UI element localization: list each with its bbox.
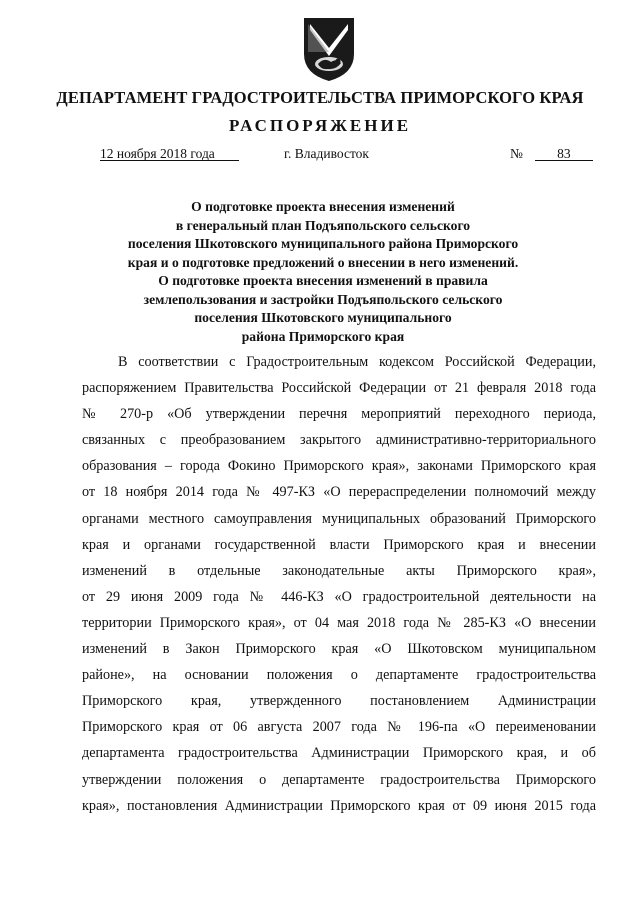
body-line: утверждении положения о департаменте градостроительства Приморского <box>82 771 596 788</box>
body-line: Приморского края, утвержденного постановлением Администрации <box>82 693 596 710</box>
body-line: Приморского края от 06 августа 2007 года № 196-па «О переименовании <box>82 719 596 736</box>
date-value: 12 ноября 2018 года <box>100 147 239 161</box>
body-line: образования – города Фокино Приморского края», законами Приморского края <box>82 458 596 475</box>
department-name: ДЕПАРТАМЕНТ ГРАДОСТРОИТЕЛЬСТВА ПРИМОРСКОГО КРАЯ <box>56 88 584 107</box>
subject-line: поселения Шкотовского муниципального района Приморского <box>127 236 519 251</box>
document-body <box>82 349 596 819</box>
subject-line: района Приморского края <box>241 328 405 344</box>
body-line: распоряжением Правительства Российской Федерации от 21 февраля 2018 года <box>82 380 596 397</box>
body-line: департамента градостроительства Администрации Приморского края, и об <box>82 745 596 762</box>
body-line: изменений в Закон Приморского края «О Шкотовском муниципальном <box>82 641 596 658</box>
subject-line: края и о подготовке предложений о внесении в него изменений. <box>127 254 519 270</box>
body-line: края», постановления Администрации Приморского края от 09 июня 2015 года <box>82 797 596 814</box>
document-date <box>100 146 239 162</box>
document-subject <box>118 198 528 346</box>
subject-line: О подготовке проекта внесения изменений в правила <box>158 273 488 288</box>
body-line: № 270-р «Об утверждении перечня мероприятий переходного периода, <box>82 406 596 423</box>
body-line: от 29 июня 2009 года № 446-КЗ «О градостроительной деятельности на <box>82 588 596 605</box>
body-line: от 18 ноября 2014 года № 497-КЗ «О перераспределении полномочий между <box>82 484 596 501</box>
document-type-title: РАСПОРЯЖЕНИЕ <box>228 116 412 135</box>
subject-line: землепользования и застройки Подъяпольского сельского <box>143 291 503 307</box>
body-line: органами местного самоуправления муниципальных образований Приморского <box>82 510 596 527</box>
document-number <box>510 146 593 162</box>
number-label: № <box>510 146 523 161</box>
coat-of-arms-icon <box>300 14 358 84</box>
body-line: края и органами государственной власти Приморского края и внесении <box>82 536 596 553</box>
body-line: связанных с преобразованием закрытого административно-территориального <box>82 432 596 449</box>
subject-line: О подготовке проекта внесения изменений <box>191 199 455 214</box>
body-line: В соответствии с Градостроительным кодексом Российской Федерации, <box>118 354 596 370</box>
subject-line: поселения Шкотовского муниципального <box>194 310 452 325</box>
body-line: изменений в отдельные законодательные акты Приморского края», <box>82 562 596 579</box>
document-city: г. Владивосток <box>284 146 369 161</box>
body-line: территории Приморского края», от 04 мая 2018 года № 285-КЗ «О внесении <box>82 614 596 631</box>
number-value: 83 <box>535 147 593 161</box>
body-line: районе», на основании положения о департаменте градостроительства <box>82 667 596 684</box>
subject-line: в генеральный план Подъяпольского сельского <box>175 217 471 233</box>
